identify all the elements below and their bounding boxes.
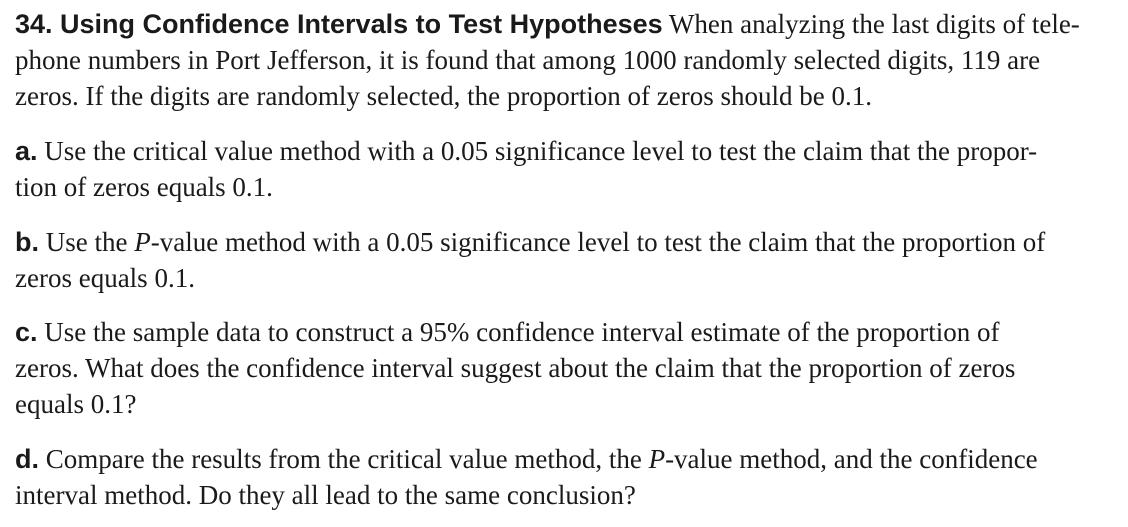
problem-title: 34. Using Confidence Intervals to Test Hypotheses xyxy=(15,9,663,39)
part-c-line-3: equals 0.1? xyxy=(15,389,137,419)
part-a-line-2: tion of zeros equals 0.1. xyxy=(15,172,273,202)
problem-line-2: phone numbers in Port Jefferson, it is found that among 1000 randomly selected digits, 119 are xyxy=(15,45,1041,75)
part-c-label: c. xyxy=(15,317,38,347)
problem-text-1: When analyzing the last digits of tele- xyxy=(662,9,1080,39)
part-d-line-1 xyxy=(15,443,1038,475)
part-c-line-2: zeros. What does the confidence interval suggest about the claim that the proportion of zeros xyxy=(15,353,1016,383)
part-c-line-1 xyxy=(15,316,999,348)
part-b-line-2: zeros equals 0.1. xyxy=(15,263,195,293)
part-b-label: b. xyxy=(15,227,39,257)
part-d-text-post: -value method, and the confidence xyxy=(665,444,1038,474)
part-a-text-1: Use the critical value method with a 0.05 significance level to test the claim that the propor- xyxy=(37,136,1038,166)
part-d-p-italic: P xyxy=(648,444,666,474)
part-a-line-1 xyxy=(15,135,1037,167)
part-d-text-pre: Compare the results from the critical value method, the xyxy=(39,444,649,474)
part-b-text-pre: Use the xyxy=(39,227,135,257)
part-b-line-1 xyxy=(15,226,1045,258)
part-c-text-1: Use the sample data to construct a 95% confidence interval estimate of the proportion of xyxy=(37,317,1000,347)
part-a-label: a. xyxy=(15,136,38,166)
problem-line-1 xyxy=(15,8,1080,40)
part-d-line-2: interval method. Do they all lead to the same conclusion? xyxy=(15,480,636,510)
part-d-label: d. xyxy=(15,444,39,474)
part-b-text-post: -value method with a 0.05 significance level to test the claim that the proportion of xyxy=(150,227,1046,257)
part-b-p-italic: P xyxy=(134,227,151,257)
problem-line-3: zeros. If the digits are randomly selected, the proportion of zeros should be 0.1. xyxy=(15,81,872,111)
